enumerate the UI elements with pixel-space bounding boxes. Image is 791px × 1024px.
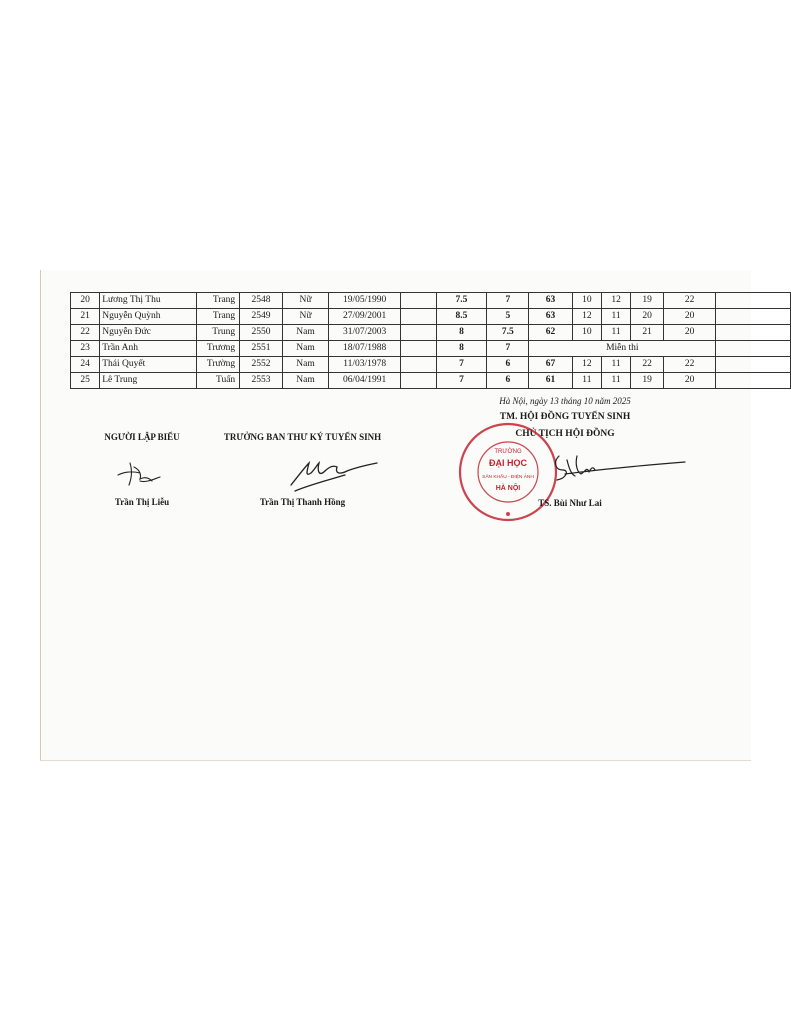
score-7: 22 <box>663 357 715 373</box>
svg-text:ĐẠI HỌC: ĐẠI HỌC <box>489 458 527 468</box>
surname-middle-name: Lương Thị Thu <box>100 293 197 309</box>
secretary-signature <box>285 455 380 495</box>
results-table-body <box>71 293 791 389</box>
empty-cell <box>716 325 791 341</box>
svg-text:SÂN KHẤU - ĐIỆN ẢNH: SÂN KHẤU - ĐIỆN ẢNH <box>482 475 534 480</box>
score-7: 20 <box>663 373 715 389</box>
score-1: 8.5 <box>436 309 487 325</box>
row-number: 20 <box>71 293 100 309</box>
given-name: Trang <box>197 293 240 309</box>
surname-middle-name: Nguyễn Quỳnh <box>100 309 197 325</box>
score-6: 21 <box>631 325 664 341</box>
empty-cell <box>401 373 436 389</box>
score-1: 8 <box>436 325 487 341</box>
score-1: 7.5 <box>436 293 487 309</box>
given-name: Trung <box>197 325 240 341</box>
given-name: Tuấn <box>197 373 240 389</box>
given-name: Trương <box>197 341 240 357</box>
gender: Nam <box>282 357 328 373</box>
empty-cell <box>716 309 791 325</box>
given-name: Trường <box>197 357 240 373</box>
score-3: 63 <box>529 293 572 309</box>
score-1: 8 <box>436 341 487 357</box>
row-number: 21 <box>71 309 100 325</box>
empty-cell <box>401 293 436 309</box>
score-2: 7 <box>487 293 529 309</box>
score-3: 61 <box>529 373 572 389</box>
score-1: 7 <box>436 373 487 389</box>
candidate-number: 2552 <box>240 357 283 373</box>
score-5: 11 <box>601 309 630 325</box>
candidate-number: 2550 <box>240 325 283 341</box>
score-7: 20 <box>663 309 715 325</box>
gender: Nữ <box>282 293 328 309</box>
empty-cell <box>401 341 436 357</box>
row-number: 24 <box>71 357 100 373</box>
gender: Nam <box>282 325 328 341</box>
score-6: 20 <box>631 309 664 325</box>
score-4: 12 <box>572 309 601 325</box>
table-row <box>71 309 791 325</box>
score-1: 7 <box>436 357 487 373</box>
surname-middle-name: Thái Quyết <box>100 357 197 373</box>
date-of-birth: 11/03/1978 <box>329 357 401 373</box>
candidate-number: 2553 <box>240 373 283 389</box>
score-7: 22 <box>663 293 715 309</box>
score-3: 62 <box>529 325 572 341</box>
score-7: 20 <box>663 325 715 341</box>
gender: Nam <box>282 373 328 389</box>
secretary-name: Trần Thị Thanh Hồng <box>259 497 346 507</box>
secretary-role: TRƯỞNG BAN THƯ KÝ TUYỂN SINH <box>223 432 382 442</box>
score-5: 11 <box>601 325 630 341</box>
table-row <box>71 293 791 309</box>
empty-cell <box>716 293 791 309</box>
empty-cell <box>401 325 436 341</box>
table-row <box>71 357 791 373</box>
date-of-birth: 19/05/1990 <box>329 293 401 309</box>
empty-cell <box>401 357 436 373</box>
preparer-name: Trần Thị Liễu <box>114 497 170 507</box>
date-line: Hà Nội, ngày 13 tháng 10 năm 2025 <box>499 396 631 406</box>
date-of-birth: 18/07/1988 <box>329 341 401 357</box>
score-2: 5 <box>487 309 529 325</box>
score-6: 19 <box>631 373 664 389</box>
preparer-role: NGƯỜI LẬP BIỂU <box>104 432 180 442</box>
candidate-number: 2548 <box>240 293 283 309</box>
preparer-signature <box>110 455 170 489</box>
surname-middle-name: Trần Anh <box>100 341 197 357</box>
score-6: 19 <box>631 293 664 309</box>
date-of-birth: 27/09/2001 <box>329 309 401 325</box>
svg-text:HÀ NỘI: HÀ NỘI <box>495 485 521 492</box>
exempt-label: Miễn thi <box>529 341 716 357</box>
score-4: 11 <box>572 373 601 389</box>
score-4: 12 <box>572 357 601 373</box>
candidate-number: 2549 <box>240 309 283 325</box>
council-title: TM. HỘI ĐỒNG TUYỂN SINH <box>499 412 631 422</box>
given-name: Trang <box>197 309 240 325</box>
surname-middle-name: Lê Trung <box>100 373 197 389</box>
score-6: 22 <box>631 357 664 373</box>
date-of-birth: 06/04/1991 <box>329 373 401 389</box>
date-of-birth: 31/07/2003 <box>329 325 401 341</box>
row-number: 25 <box>71 373 100 389</box>
score-2: 7 <box>487 341 529 357</box>
row-number: 23 <box>71 341 100 357</box>
score-5: 11 <box>601 357 630 373</box>
empty-cell <box>716 357 791 373</box>
chair-signature <box>545 448 690 488</box>
empty-cell <box>401 309 436 325</box>
row-number: 22 <box>71 325 100 341</box>
candidate-number: 2551 <box>240 341 283 357</box>
table-row <box>71 325 791 341</box>
table-row <box>71 373 791 389</box>
gender: Nam <box>282 341 328 357</box>
svg-text:TRƯỜNG: TRƯỜNG <box>494 449 522 455</box>
score-3: 63 <box>529 309 572 325</box>
score-3: 67 <box>529 357 572 373</box>
surname-middle-name: Nguyễn Đức <box>100 325 197 341</box>
gender: Nữ <box>282 309 328 325</box>
score-2: 6 <box>487 373 529 389</box>
score-5: 12 <box>601 293 630 309</box>
empty-cell <box>716 373 791 389</box>
empty-cell <box>716 341 791 357</box>
chair-role: CHỦ TỊCH HỘI ĐỒNG <box>515 429 615 439</box>
table-row <box>71 341 791 357</box>
score-2: 7.5 <box>487 325 529 341</box>
score-4: 10 <box>572 325 601 341</box>
score-2: 6 <box>487 357 529 373</box>
score-5: 11 <box>601 373 630 389</box>
chair-name: TS. Bùi Như Lai <box>538 498 602 508</box>
results-table <box>70 292 791 389</box>
score-4: 10 <box>572 293 601 309</box>
